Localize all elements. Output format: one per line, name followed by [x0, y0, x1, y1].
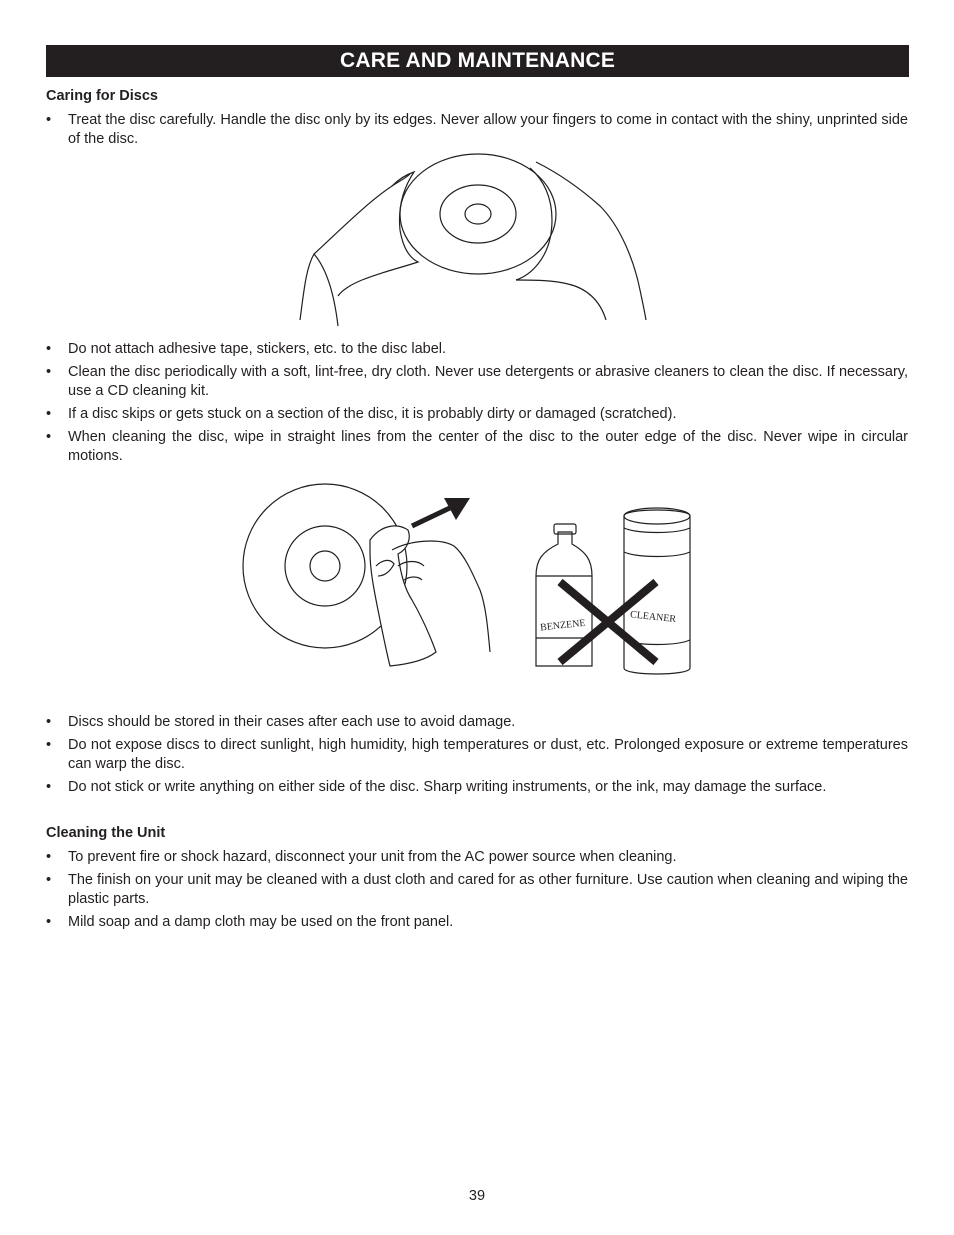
disc-hub-ring [440, 185, 516, 243]
disc-care-list-2 [46, 340, 908, 470]
page-number: 39 [468, 1188, 486, 1204]
left-hand [300, 172, 418, 320]
section-title-bar [46, 45, 909, 77]
list-item: • If a disc skips or gets stuck on a section of the disc, it is probably dirty or damaged (scratched). [46, 405, 908, 424]
hands-holding-disc-illustration [290, 150, 660, 330]
list-item: • Discs should be stored in their cases after each use to avoid damage. [46, 713, 908, 732]
benzene-label: BENZENE [539, 617, 587, 634]
right-hand [536, 162, 646, 320]
page-title: CARE AND MAINTENANCE [339, 49, 616, 72]
disc-center-hole [310, 551, 340, 581]
cleaning-cloth [370, 526, 436, 666]
cleaning-the-unit-heading: Cleaning the Unit [46, 825, 166, 841]
list-item: • The finish on your unit may be cleaned with a dust cloth and cared for as other furniture. Use caution when cleaning and wiping the plastic parts. [46, 871, 908, 909]
list-item: • Treat the disc carefully. Handle the disc only by its edges. Never allow your fingers to come in contact with the shiny, unprinted side of the disc. [46, 111, 908, 149]
list-item: • Do not stick or write anything on either side of the disc. Sharp writing instruments, or the ink, may damage the surface. [46, 778, 908, 797]
cleaner-can [624, 510, 690, 674]
disc-care-list-1 [46, 111, 908, 153]
caring-for-discs-heading: Caring for Discs [46, 88, 158, 104]
cleaner-label: CLEANER [629, 609, 677, 626]
disc-care-list-3 [46, 713, 908, 801]
list-item: • Mild soap and a damp cloth may be used on the front panel. [46, 913, 908, 932]
unit-cleaning-list [46, 848, 908, 936]
list-item: • Clean the disc periodically with a soft, lint-free, dry cloth. Never use detergents or abrasive cleaners to clean the disc. If necessary, use a CD cleaning kit. [46, 363, 908, 401]
list-item: • Do not attach adhesive tape, stickers, etc. to the disc label. [46, 340, 908, 359]
list-item: • Do not expose discs to direct sunlight, high humidity, high temperatures or dust, etc. Prolonged exposure or extreme temperatures can warp the disc. [46, 736, 908, 774]
list-item: • When cleaning the disc, wipe in straight lines from the center of the disc to the outer edge of the disc. Never wipe in circular motions. [46, 428, 908, 466]
disc-hub-ring [285, 526, 365, 606]
disc-cleaning-illustration [240, 480, 700, 680]
wipe-direction-arrow-icon [412, 498, 470, 526]
list-item: • To prevent fire or shock hazard, disconnect your unit from the AC power source when cleaning. [46, 848, 908, 867]
